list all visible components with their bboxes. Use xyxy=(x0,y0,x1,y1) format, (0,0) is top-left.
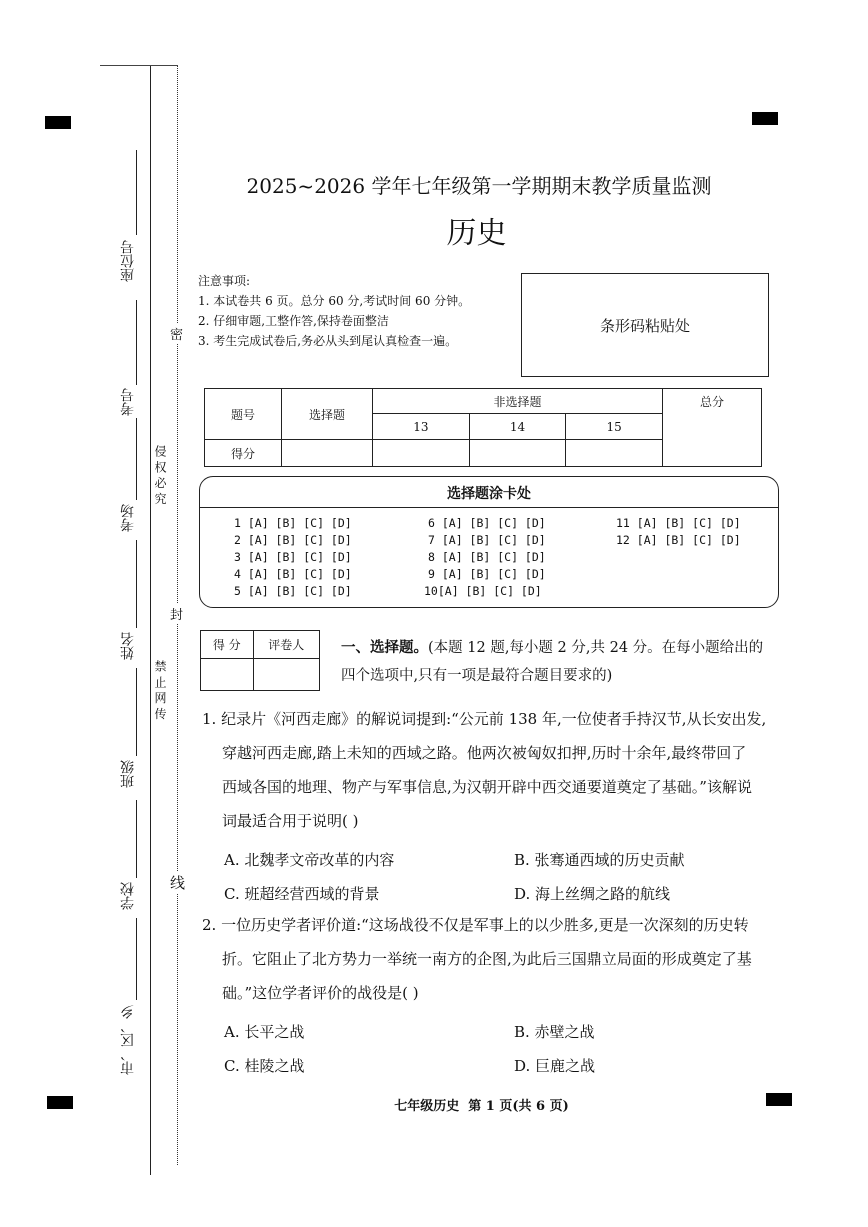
score-q13-cell[interactable] xyxy=(373,440,470,467)
score-q15-cell[interactable] xyxy=(566,440,663,467)
exam-no-underline xyxy=(136,300,137,385)
score-q14-cell[interactable] xyxy=(469,440,566,467)
q1-line-3: 西域各国的地理、物产与军事信息,为汉朝开辟中西交通要道奠定了基础。”该解说 xyxy=(222,778,752,796)
name-underline xyxy=(136,540,137,628)
header-choice: 选择题 xyxy=(282,389,373,440)
answer-row-7[interactable]: 7 [A] [B] [C] [D] xyxy=(428,533,546,547)
answer-row-2[interactable]: 2 [A] [B] [C] [D] xyxy=(234,533,352,547)
answer-row-6[interactable]: 6 [A] [B] [C] [D] xyxy=(428,516,546,530)
barcode-box xyxy=(521,273,769,377)
header-question-no: 题号 xyxy=(205,389,282,440)
class-underline xyxy=(136,668,137,756)
notice-item-3: 3. 考生完成试卷后,务必从头到尾认真检查一遍。 xyxy=(198,334,458,348)
answer-row-9[interactable]: 9 [A] [B] [C] [D] xyxy=(428,567,546,581)
registration-mark-top-right xyxy=(752,112,778,125)
page-footer: 七年级历史 第 1 页(共 6 页) xyxy=(394,1099,569,1114)
answer-row-8[interactable]: 8 [A] [B] [C] [D] xyxy=(428,550,546,564)
exam-room-label: 考场 xyxy=(120,504,136,532)
grader-score-cell[interactable] xyxy=(201,659,254,691)
q2-option-a[interactable]: A. 长平之战 xyxy=(224,1023,305,1041)
name-label: 姓名 xyxy=(120,632,136,660)
notice-heading: 注意事项: xyxy=(198,274,251,288)
grader-box xyxy=(200,630,320,691)
section1-desc-2: 四个选项中,只有一项是最符合题目要求的) xyxy=(341,668,613,684)
grader-score-label: 得 分 xyxy=(201,631,254,659)
answer-row-10[interactable]: 10[A] [B] [C] [D] xyxy=(424,584,542,598)
q2-line-1: 2. 一位历史学者评价道:“这场战役不仅是军事上的以少胜多,更是一次深刻的历史转 xyxy=(202,916,749,934)
header-q15: 15 xyxy=(566,414,663,440)
q1-option-d[interactable]: D. 海上丝绸之路的航线 xyxy=(514,885,671,903)
q2-option-b[interactable]: B. 赤壁之战 xyxy=(514,1023,595,1041)
warning-copyright: 侵 权 必 究 xyxy=(153,445,167,505)
q2-option-c[interactable]: C. 桂陵之战 xyxy=(224,1057,305,1075)
answer-row-12[interactable]: 12 [A] [B] [C] [D] xyxy=(616,533,741,547)
q2-option-d[interactable]: D. 巨鹿之战 xyxy=(514,1057,596,1075)
section1-desc-1: (本题 12 题,每小题 2 分,共 24 分。在每小题给出的 xyxy=(428,640,764,656)
exam-title: 2025~2026 学年七年级第一学期期末教学质量监测 xyxy=(246,174,712,198)
header-q14: 14 xyxy=(469,414,566,440)
score-choice-cell[interactable] xyxy=(282,440,373,467)
answer-card-title: 选择题涂卡处 xyxy=(200,477,778,508)
total-score-cell[interactable] xyxy=(663,414,762,467)
header-q13: 13 xyxy=(373,414,470,440)
barcode-label: 条形码粘贴处 xyxy=(599,316,690,335)
q2-line-2: 折。它阻止了北方势力一举统一南方的企图,为此后三国鼎立局面的形成奠定了基 xyxy=(222,950,752,968)
district-underline xyxy=(136,918,137,1000)
class-label: 班级 xyxy=(120,760,136,788)
margin-top-rule xyxy=(100,65,178,66)
header-nonchoice: 非选择题 xyxy=(373,389,663,414)
answer-row-1[interactable]: 1 [A] [B] [C] [D] xyxy=(234,516,352,530)
section1-heading-line xyxy=(341,636,763,657)
notice-item-2: 2. 仔细审题,工整作答,保持卷面整洁 xyxy=(198,314,389,328)
q2-line-3: 础。”这位学者评价的战役是( ) xyxy=(222,984,419,1002)
seal-mi: 密 xyxy=(170,324,183,343)
school-underline xyxy=(136,800,137,878)
section1-heading: 一、选择题。 xyxy=(341,639,428,656)
q1-line-2: 穿越河西走廊,踏上未知的西域之路。他两次被匈奴扣押,历时十余年,最终带回了 xyxy=(222,744,747,762)
score-table xyxy=(204,388,762,467)
warning-no-share: 禁 止 网 传 xyxy=(153,660,167,720)
seal-xian: 线 xyxy=(170,874,186,892)
row-score-label: 得分 xyxy=(205,440,282,467)
q1-line-4: 词最适合用于说明( ) xyxy=(222,812,359,830)
grader-name-cell[interactable] xyxy=(253,659,319,691)
notice-item-1: 1. 本试卷共 6 页。总分 60 分,考试时间 60 分钟。 xyxy=(198,294,471,308)
grader-name-label: 评卷人 xyxy=(253,631,319,659)
seal-feng: 封 xyxy=(170,604,183,623)
q1-option-b[interactable]: B. 张骞通西域的历史贡献 xyxy=(514,851,685,869)
answer-row-4[interactable]: 4 [A] [B] [C] [D] xyxy=(234,567,352,581)
school-label: 学校 xyxy=(120,882,136,910)
q1-option-a[interactable]: A. 北魏孝文帝改革的内容 xyxy=(224,851,395,869)
q1-line-1: 1. 纪录片《河西走廊》的解说词提到:“公元前 138 年,一位使者手持汉节,从长安出发, xyxy=(202,710,767,728)
q1-option-c[interactable]: C. 班超经营西域的背景 xyxy=(224,885,380,903)
answer-row-11[interactable]: 11 [A] [B] [C] [D] xyxy=(616,516,741,530)
exam-no-label: 考号 xyxy=(120,388,136,416)
answer-row-3[interactable]: 3 [A] [B] [C] [D] xyxy=(234,550,352,564)
seat-label: 座位号 xyxy=(120,240,136,282)
subject-title: 历史 xyxy=(446,216,507,251)
answer-row-5[interactable]: 5 [A] [B] [C] [D] xyxy=(234,584,352,598)
district-label: 市、区、乡 xyxy=(120,1005,136,1075)
exam-room-underline xyxy=(136,418,137,500)
header-total: 总分 xyxy=(663,389,762,414)
registration-mark-top-left xyxy=(45,116,71,129)
